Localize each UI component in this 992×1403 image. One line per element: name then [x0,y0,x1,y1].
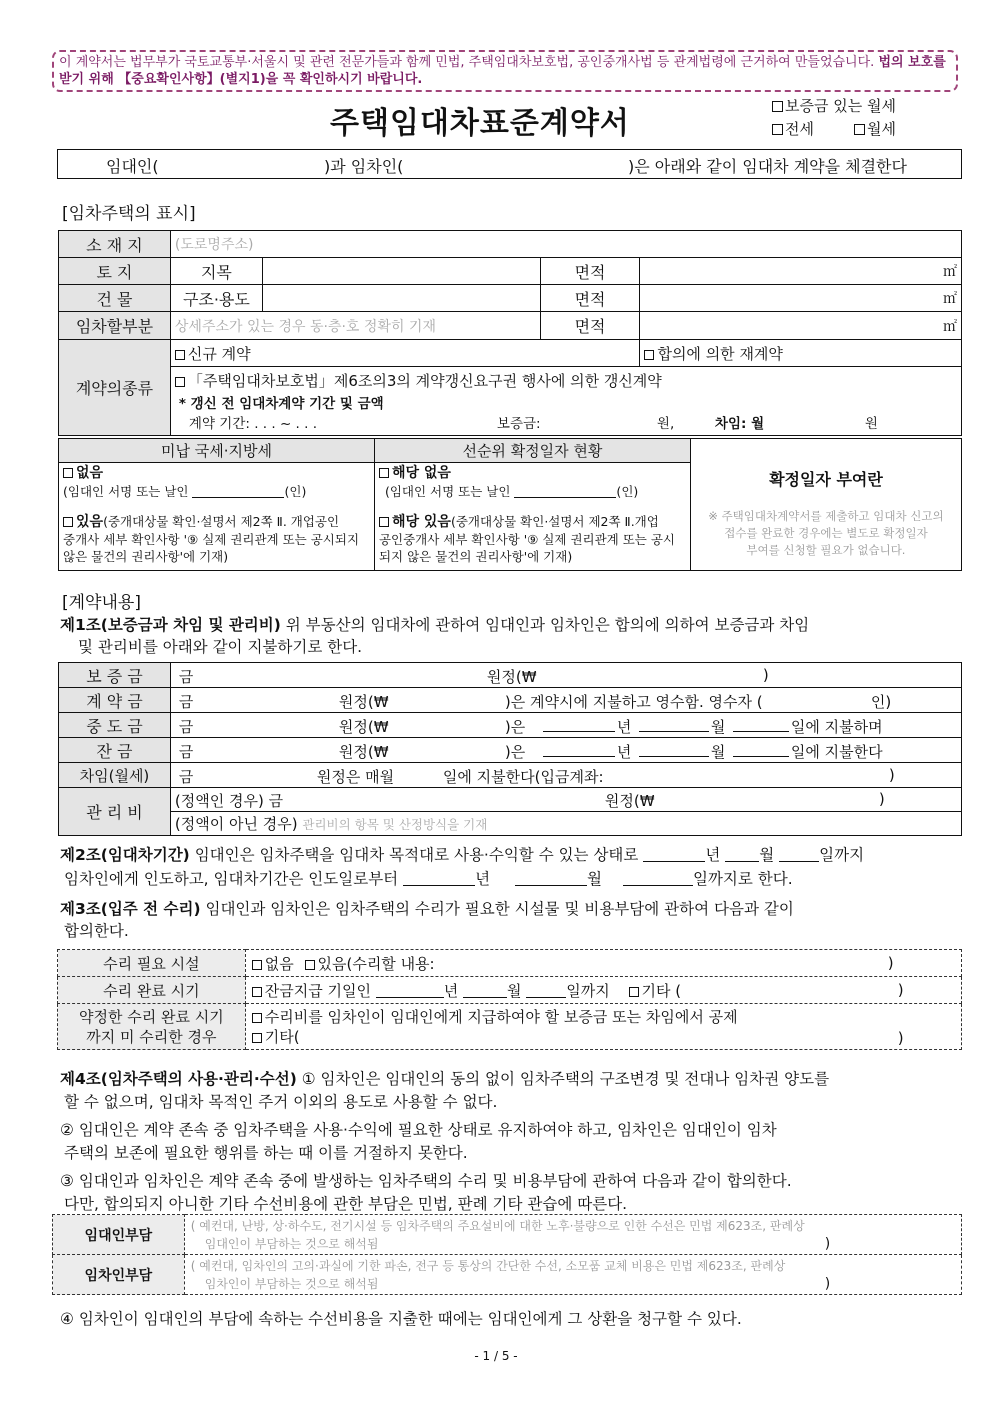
checkbox-icon[interactable] [379,517,389,527]
priority-yes-option[interactable]: 해당 있음(중개대상물 확인·설명서 제2쪽 Ⅱ.개업 [379,513,686,531]
date-stamp-cell[interactable] [690,439,961,571]
renewal-won: 원, [656,415,675,432]
landlord-label: 임대인( [106,157,159,176]
repair-done-options[interactable]: 잔금지급 기일인 년 월 일까지 기타 ( ) [245,977,961,1004]
repair-unfinished-options[interactable]: 수리비를 임차인이 임대인에게 지급하여야 할 보증금 또는 차임에서 공제 기타( ) [245,1004,961,1050]
checkbox-icon[interactable] [772,124,783,135]
section-contract-heading: [계약내용] [62,593,141,613]
legal-notice-box [52,50,958,92]
building-area-label: 면적 [540,285,640,312]
location-label: 소 재 지 [59,231,171,258]
page-number: - 1 / 5 - [474,1349,518,1363]
management-fee-label: 관 리 비 [59,788,171,836]
leased-area-label: 면적 [540,312,640,340]
checkbox-icon[interactable] [252,1033,262,1043]
priority-header: 선순위 확정일자 현황 [374,439,690,463]
building-label: 건 물 [59,285,171,312]
tax-yes-option[interactable]: 있음(중개대상물 확인·설명서 제2쪽 Ⅱ. 개업공인 [63,513,370,531]
renewal-won2: 원 [864,415,878,432]
landlord-burden-input[interactable]: ( 예컨대, 난방, 상·하수도, 전기시설 등 임차주택의 주요설비에 대한 노후·불량으로 인한 수선은 민법 제623조, 판례상 임대인이 부담하는 것으로 해석됨 ) [184,1215,961,1255]
renewal-rent-label: 차임: 월 [714,415,765,432]
date-stamp-note: ※ 주택임대차계약서를 제출하고 임대차 신고의 접수를 완료한 경우에는 별도로 확정일자 부여를 신청할 필요가 없습니다. [708,508,944,557]
checkbox-icon[interactable] [305,960,315,970]
leased-part-label: 임차할부분 [59,312,171,340]
land-area-label: 면적 [540,258,640,285]
checkbox-icon[interactable] [644,350,654,360]
tenant-label: )과 임차인( [324,157,404,176]
notice-emphasis: 법의 보호를 받기 위해 【중요확인사항】(별지1)을 꼭 확인하시기 바랍니다. [59,55,946,87]
middle-payment-label: 중 도 금 [59,713,171,738]
checkbox-icon[interactable] [772,101,783,112]
tax-cell: 없음 (임대인 서명 또는 날인 (인) 있음(중개대상물 확인·설명서 제2쪽 Ⅱ. 개업공인 중개사 세부 확인사항 '⑨ 실제 권리관계 또는 공시되지 않은 물건의 권리사항'에 기재) [59,463,375,571]
priority-cell: 해당 없음 (임대인 서명 또는 날인 (인) 해당 있음(중개대상물 확인·설명서 제2쪽 Ⅱ.개업 공인중개사 세부 확인사항 '⑨ 실제 권리관계 또는 공시 되지 않은 물건의 권리사항'에 기재) [374,463,690,571]
article-2: 제2조(임대차기간) 임대인은 임차주택을 임대차 목적대로 사용·수익할 수 있는 상태로 년 월 일까지 임차인에게 인도하고, 임대차기간은 인도일로부터 년 월 일까지로 한다. [60,846,865,888]
property-table [58,230,962,436]
management-fixed-input[interactable]: (정액인 경우) 금 원정(₩ ) [170,788,961,812]
checkbox-icon[interactable] [252,1013,262,1023]
tax-none-option[interactable]: 없음 [63,465,370,482]
option-re-contract[interactable]: 합의에 의한 재계약 [640,340,962,367]
date-stamp-header: 확정일자 부여란 [769,469,883,489]
leased-area-input[interactable]: ㎡ [640,312,962,340]
priority-none-sign[interactable]: (임대인 서명 또는 날인 (인) [384,484,639,499]
article-4: 제4조(임차주택의 사용·관리·수선) ① 임차인은 임대인의 동의 없이 임차주택의 구조변경 및 전대나 임차권 양도를 할 수 없으며, 임대차 목적인 주거 이외의 용도로 사용할 수 없다. ② 임대인은 계약 존속 중 임차주택을 사용·수익에 필요한 상태로 유지하여야 하고, 임차인은 임대인이 임차 주택의 보존에 필요한 행위를 하는 때 이를 거절하지 못한다. ③ 임대인과 임차인은 계약 존속 중에 발생하는 임차주택의 수리 및 비용부담에 관하여 다음과 같이 합의한다. 다만, 합의되지 아니한 기타 수선비용에 관한 부담은 민법, 판례 기타 관습에 따른다. [60,1070,830,1213]
parties-box [57,149,962,179]
tenant-burden-label: 임차인부담 [53,1255,185,1295]
tax-priority-table [58,438,962,571]
land-label: 토 지 [59,258,171,285]
building-type-input[interactable] [262,285,540,312]
management-variable-input[interactable]: (정액이 아닌 경우) 관리비의 항목 및 산정방식을 기재 [170,812,961,836]
rent-label: 차임(월세) [59,763,171,788]
tax-none-sign[interactable]: (임대인 서명 또는 날인 (인) [63,484,307,499]
renewal-note: * 갱신 전 임대차계약 기간 및 금액 [178,395,384,412]
middle-payment-input[interactable]: 금 원정(₩ )은 년 월 일에 지불하며 [170,713,961,738]
payments-table [58,662,962,836]
checkbox-icon[interactable] [629,987,639,997]
deposit-label: 보 증 금 [59,663,171,688]
tenant-burden-input[interactable]: ( 예컨대, 임차인의 고의·과실에 기한 파손, 전구 등 통상의 간단한 수선, 소모품 교체 비용은 민법 제623조, 판례상 임차인이 부담하는 것으로 해석됨 ) [184,1255,961,1295]
contract-kind-label: 계약의종류 [59,340,171,436]
checkbox-icon[interactable] [379,468,389,478]
option-deposit-monthly[interactable]: 보증금 있는 월세 [772,95,896,118]
checkbox-icon[interactable] [175,350,185,360]
contract-type-options [772,95,896,141]
page-title: 주택임대차표준계약서 [330,106,630,141]
section-property-heading: [임차주택의 표시] [62,204,196,224]
article-4-para-4: ④ 임차인이 임대인의 부담에 속하는 수선비용을 지출한 때에는 임대인에게 그 상환을 청구할 수 있다. [60,1310,742,1328]
renewal-details [170,394,961,436]
option-jeonse[interactable]: 전세 [772,118,814,141]
repair-burden-table [52,1214,962,1295]
priority-none-option[interactable]: 해당 없음 [379,465,686,482]
landlord-burden-label: 임대인부담 [53,1215,185,1255]
renewal-line [175,414,957,434]
deposit-input[interactable]: 금 원정(₩ ) [170,663,961,688]
down-payment-label: 계 약 금 [59,688,171,713]
land-type-label: 지목 [170,258,262,285]
repair-need-label: 수리 필요 시설 [58,950,246,977]
checkbox-icon[interactable] [63,517,73,527]
parties-ending: )은 아래와 같이 임대차 계약을 체결한다 [628,157,907,176]
option-renewal[interactable]: 「주택임대차보호법」제6조의3의 계약갱신요구권 행사에 의한 갱신계약 [170,367,961,394]
balance-input[interactable]: 금 원정(₩ )은 년 월 일에 지불한다 [170,738,961,763]
checkbox-icon[interactable] [854,124,865,135]
notice-text: 이 계약서는 법무부가 국토교통부·서울시 및 관련 전문가들과 함께 민법, 주택임대차보호법, 공인중개사법 등 관계법령에 근거하여 만들었습니다. [59,55,875,70]
renewal-period[interactable]: 계약 기간: . . . ~ . . . [188,415,318,432]
land-type-input[interactable] [262,258,540,285]
balance-label: 잔 금 [59,738,171,763]
down-payment-input[interactable]: 금 원정(₩ )은 계약시에 지불하고 영수함. 영수자 ( 인) [170,688,961,713]
repair-need-options[interactable]: 없음 있음(수리할 내용: ) [245,950,961,977]
building-type-label: 구조·용도 [170,285,262,312]
repair-done-label: 수리 완료 시기 [58,977,246,1004]
land-area-input[interactable]: ㎡ [640,258,962,285]
article-1: 제1조(보증금과 차임 및 관리비) 위 부동산의 임대차에 관하여 임대인과 임차인은 합의에 의하여 보증금과 차임 및 관리비를 아래와 같이 지불하기로 한다. [60,616,810,656]
location-input[interactable]: (도로명주소) [170,231,961,258]
leased-part-input[interactable]: 상세주소가 있는 경우 동·층·호 정확히 기재 [170,312,540,340]
renewal-deposit-label: 보증금: [496,415,541,432]
repair-table [57,949,962,1050]
checkbox-icon[interactable] [63,468,73,478]
repair-unfinished-label: 약정한 수리 완료 시기 까지 미 수리한 경우 [58,1004,246,1050]
rent-input[interactable]: 금 원정은 매월 일에 지불한다(입금계좌: ) [170,763,961,788]
checkbox-icon[interactable] [252,960,262,970]
building-area-input[interactable]: ㎡ [640,285,962,312]
option-new-contract[interactable]: 신규 계약 [170,340,640,367]
checkbox-icon[interactable] [175,377,185,387]
checkbox-icon[interactable] [252,987,262,997]
option-monthly[interactable]: 월세 [854,118,896,141]
article-3: 제3조(입주 전 수리) 임대인과 임차인은 임차주택의 수리가 필요한 시설물 및 비용부담에 관하여 다음과 같이 합의한다. [60,900,794,940]
tax-header: 미납 국세·지방세 [59,439,375,463]
